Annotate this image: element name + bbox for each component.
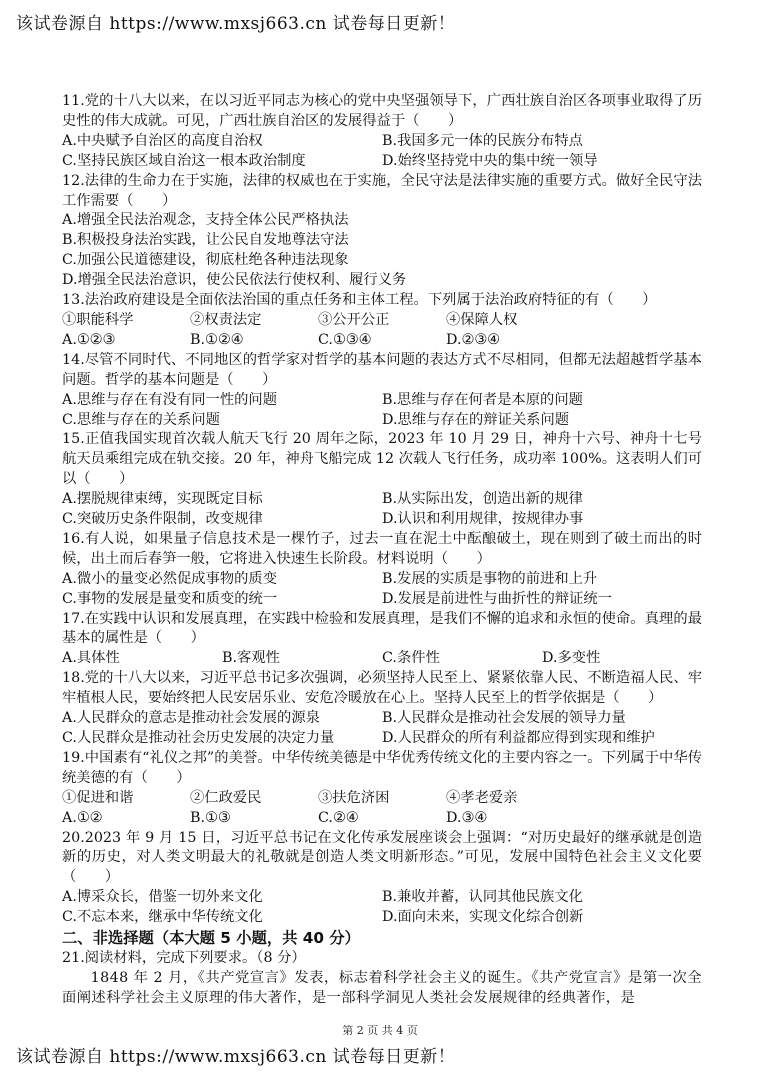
question-19-option-a: A.①② — [62, 809, 103, 826]
question-12-option-b: B.积极投身法治实践，让公民自发地尊法守法 — [62, 232, 349, 249]
question-18-options-row-1 — [62, 709, 702, 729]
question-19-stem: 19.中国素有“礼仪之邦”的美誉。中华传统美德是中华优秀传统文化的主要内容之一。下列属于中华传统美德的有（ ） — [62, 749, 702, 786]
question-17-options — [62, 649, 702, 669]
question-20-option-a: A.博采众长，借鉴一切外来文化 — [62, 889, 263, 906]
question-11-option-b: B.我国多元一体的民族分布特点 — [382, 132, 583, 149]
question-19-option-c: C.②④ — [318, 809, 359, 826]
question-14-option-a: A.思维与存在有没有同一性的问题 — [62, 391, 278, 408]
question-17-option-a: A.具体性 — [62, 650, 120, 667]
question-14-stem: 14.尽管不同时代、不同地区的哲学家对哲学的基本问题的表达方式不尽相同，但都无法超越哲学基本问题。哲学的基本问题是（ ） — [62, 351, 702, 388]
question-20-option-d: D.面向未来，实现文化综合创新 — [382, 909, 584, 926]
question-20-stem: 20.2023 年 9 月 15 日，习近平总书记在文化传承发展座谈会上强调：“对历史最好的继承就是创造新的历史，对人类文明最大的礼敬就是创造人类文明新形态。”可见，发展中国特色社会主义文化要（ ） — [62, 829, 702, 886]
question-16-option-c: C.事物的发展是量变和质变的统一 — [62, 590, 278, 607]
question-12-option-c: C.加强公民道德建设，彻底杜绝各种违法现象 — [62, 252, 349, 269]
question-21-material: 1848 年 2 月，《共产党宣言》发表，标志着科学社会主义的诞生。《共产党宣言》是第一次全面阐述科学社会主义原理的伟大著作，是一部科学洞见人类社会发展规律的经典著作，是 — [62, 969, 702, 1006]
question-11-stem: 11.党的十八大以来，在以习近平同志为核心的党中央坚强领导下，广西壮族自治区各项事业取得了历史性的伟大成就。可见，广西壮族自治区的发展得益于（ ） — [62, 93, 702, 129]
question-19-statement-2: ②仁政爱民 — [190, 789, 262, 806]
question-13-statement-4: ④保障人权 — [446, 311, 518, 328]
question-13-option-c: C.①③④ — [318, 331, 372, 348]
question-19-option-d: D.③④ — [446, 809, 488, 826]
question-20-options-row-2 — [62, 908, 702, 928]
question-13-option-a: A.①②③ — [62, 331, 116, 348]
section-heading-non-choice: 二、非选择题（本大题 5 小题，共 40 分） — [62, 929, 360, 948]
question-11-option-d: D.始终坚持党中央的集中统一领导 — [382, 152, 598, 169]
question-18-option-a: A.人民群众的意志是推动社会发展的源泉 — [62, 710, 320, 727]
question-18-stem: 18.党的十八大以来，习近平总书记多次强调，必须坚持人民至上、紧紧依靠人民、不断造福人民、牢牢植根人民，要始终把人民安居乐业、安危冷暖放在心上。坚持人民至上的哲学依据是（ ） — [62, 670, 702, 707]
question-13-option-b: B.①②④ — [190, 331, 244, 348]
question-17-option-c: C.条件性 — [382, 650, 440, 667]
question-15-option-c: C.突破历史条件限制，改变规律 — [62, 511, 263, 528]
question-19-statement-1: ①促进和谐 — [62, 789, 134, 806]
question-14-option-c: C.思维与存在的关系问题 — [62, 411, 220, 428]
question-19-statements — [62, 789, 702, 809]
question-17-option-b: B.客观性 — [222, 650, 280, 667]
question-20-option-c: C.不忘本来，继承中华传统文化 — [62, 909, 263, 926]
question-19-statement-4: ④孝老爱亲 — [446, 789, 518, 806]
question-13-statement-3: ③公开公正 — [318, 311, 390, 328]
question-14-option-d: D.思维与存在的辩证关系问题 — [382, 411, 570, 428]
question-16-option-b: B.发展的实质是事物的前进和上升 — [382, 570, 598, 587]
question-12-stem: 12.法律的生命力在于实施，法律的权威也在于实施，全民守法是法律实施的重要方式。做好全民守法工作需要（ ） — [62, 172, 702, 209]
question-12-option-d: D.增强全民法治意识，使公民依法行使权利、履行义务 — [62, 272, 407, 289]
question-16-options-row-2 — [62, 590, 702, 610]
question-18-options-row-2 — [62, 729, 702, 749]
question-13-options — [62, 331, 702, 351]
page-number: 第 2 页 共 4 页 — [342, 1024, 418, 1037]
question-15-options-row-2 — [62, 510, 702, 530]
question-18-option-d: D.人民群众的所有利益都应得到实现和维护 — [382, 730, 655, 746]
question-19-options — [62, 809, 702, 829]
question-16-option-a: A.微小的量变必然促成事物的质变 — [62, 570, 278, 587]
question-16-options-row-1 — [62, 570, 702, 590]
question-14-options-row-2 — [62, 411, 702, 431]
question-17-option-d: D.多变性 — [542, 650, 601, 667]
question-17-stem: 17.在实践中认识和发展真理，在实践中检验和发展真理，是我们不懈的追求和永恒的使命。真理的最基本的属性是（ ） — [62, 610, 702, 647]
question-13-statements — [62, 311, 702, 331]
question-20-option-b: B.兼收并蓄，认同其他民族文化 — [382, 889, 583, 906]
exam-page-content — [62, 92, 702, 1009]
question-15-option-d: D.认识和利用规律，按规律办事 — [382, 511, 584, 528]
question-18-option-c: C.人民群众是推动社会历史发展的决定力量 — [62, 730, 335, 746]
question-13-statement-2: ②权责法定 — [190, 311, 262, 328]
question-13-stem: 13.法治政府建设是全面依法治国的重点任务和主体工程。下列属于法治政府特征的有（ ） — [62, 292, 657, 309]
question-13-option-d: D.②③④ — [446, 331, 500, 348]
question-19-statement-3: ③扶危济困 — [318, 789, 390, 806]
question-15-stem: 15.正值我国实现首次载人航天飞行 20 周年之际，2023 年 10 月 29 日，神舟十六号、神舟十七号航天员乘组完成在轨交接。20 年，神舟飞船完成 12 次载人飞行任务，成功率 100%。这表明人们可以（ ） — [62, 431, 702, 488]
question-14-option-b: B.思维与存在何者是本原的问题 — [382, 391, 583, 408]
question-16-option-d: D.发展是前进性与曲折性的辩证统一 — [382, 590, 612, 607]
question-21-stem: 21.阅读材料，完成下列要求。（8 分） — [62, 949, 306, 966]
question-15-options-row-1 — [62, 490, 702, 510]
question-11-option-a: A.中央赋予自治区的高度自治权 — [62, 132, 263, 149]
question-18-option-b: B.人民群众是推动社会发展的领导力量 — [382, 710, 626, 727]
source-banner-bottom: 该试卷源自 https://www.mxsj663.cn 试卷每日更新！ — [16, 1047, 456, 1067]
question-16-stem: 16.有人说，如果量子信息技术是一棵竹子，过去一直在泥土中酝酿破土，现在则到了破土而出的时候，出土而后春笋一般，它将进入快速生长阶段。材料说明（ ） — [62, 530, 702, 567]
question-13-statement-1: ①职能科学 — [62, 311, 134, 328]
question-11-options-row-1 — [62, 132, 702, 152]
question-12-option-a: A.增强全民法治观念，支持全体公民严格执法 — [62, 212, 349, 229]
question-14-options-row-1 — [62, 391, 702, 411]
question-15-option-b: B.从实际出发，创造出新的规律 — [382, 491, 583, 508]
question-11-options-row-2 — [62, 152, 702, 172]
question-15-option-a: A.摆脱规律束缚，实现既定目标 — [62, 491, 263, 508]
question-11-option-c: C.坚持民族区域自治这一根本政治制度 — [62, 152, 306, 169]
source-banner-top: 该试卷源自 https://www.mxsj663.cn 试卷每日更新！ — [16, 14, 456, 34]
question-19-option-b: B.①③ — [190, 809, 231, 826]
question-20-options-row-1 — [62, 888, 702, 908]
